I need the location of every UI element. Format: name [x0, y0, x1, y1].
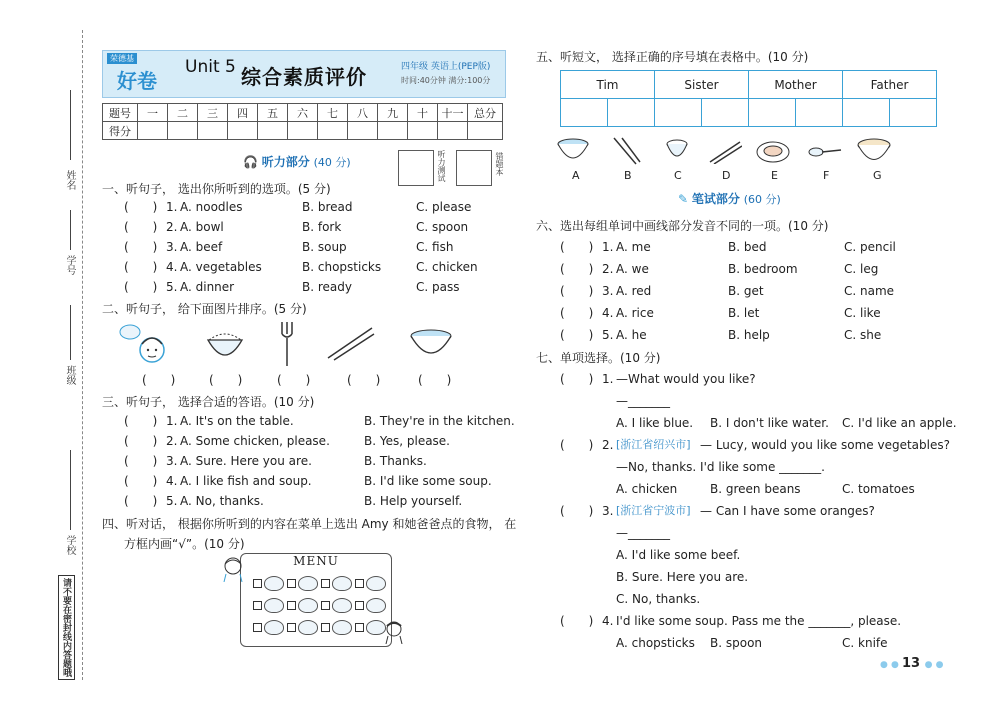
q1-option-b: B. ready: [302, 280, 352, 294]
answer-paren[interactable]: ( ): [560, 284, 594, 298]
menu-checkbox[interactable]: [355, 601, 364, 610]
score-table-score-row: [103, 122, 503, 140]
q2-answer-blank[interactable]: ( ): [209, 373, 243, 387]
score-cell[interactable]: [408, 122, 438, 140]
q1-option-c: C. chicken: [416, 260, 478, 274]
q5-answer-cell[interactable]: [561, 99, 608, 127]
score-cell[interactable]: [168, 122, 198, 140]
q6-option-a: A. me: [616, 240, 651, 254]
q5-picture-a-bowl: [556, 136, 590, 166]
q3-item-number: 2.: [166, 434, 178, 448]
answer-paren[interactable]: ( ): [560, 504, 594, 518]
score-header-cell: 六: [288, 104, 318, 122]
q7-1-response: —_______: [616, 394, 670, 408]
menu-checkbox[interactable]: [253, 623, 262, 632]
q6-item-number: 2.: [602, 262, 614, 276]
listening-part-title: 听力部分: [261, 155, 310, 169]
score-header-cell: 七: [318, 104, 348, 122]
class-line: [70, 305, 71, 360]
score-cell[interactable]: [468, 122, 503, 140]
writing-part-points: (60 分): [743, 193, 781, 206]
q7-title: 七、单项选择。(10 分): [536, 351, 661, 365]
menu-food-icon: [366, 598, 386, 613]
q6-option-b: B. bedroom: [728, 262, 798, 276]
q5-title: 五、听短文， 选择正确的序号填在表格中。(10 分): [536, 50, 809, 64]
q7-3-option-b: B. Sure. Here you are.: [616, 570, 749, 584]
q6-option-b: B. help: [728, 328, 770, 342]
q6-option-c: C. name: [844, 284, 895, 298]
q5-picture-label: G: [873, 169, 882, 182]
score-cell[interactable]: [198, 122, 228, 140]
grade-tag: 四年级 英语上(PEP版): [401, 62, 491, 72]
score-cell[interactable]: [348, 122, 378, 140]
answer-paren[interactable]: ( ): [560, 438, 594, 452]
logo: 好卷: [117, 69, 157, 93]
answer-paren[interactable]: ( ): [124, 494, 158, 508]
series-badge: 荣德基: [107, 53, 137, 64]
q1-option-c: C. please: [416, 200, 472, 214]
q3-option-a: A. Some chicken, please.: [180, 434, 330, 448]
score-cell[interactable]: [258, 122, 288, 140]
q6-option-b: B. get: [728, 284, 764, 298]
qr-label-mistakes: 错题本: [495, 152, 504, 176]
q3-option-b: B. I'd like some soup.: [364, 474, 492, 488]
q1-option-a: A. vegetables: [180, 260, 262, 274]
q5-header-cell: Tim: [561, 71, 655, 99]
q3-option-b: B. Thanks.: [364, 454, 427, 468]
q3-option-b: B. Yes, please.: [364, 434, 450, 448]
q5-answer-cell[interactable]: [843, 99, 890, 127]
q7-3-number: 3.: [602, 504, 614, 518]
q2-answer-blank[interactable]: ( ): [418, 373, 452, 387]
q7-2-option-c: C. tomatoes: [842, 482, 915, 496]
q7-3-option-a: A. I'd like some beef.: [616, 548, 741, 562]
q7-4-option-b: B. spoon: [710, 636, 763, 650]
q6-option-b: B. let: [728, 306, 760, 320]
q4-father: [384, 620, 404, 644]
q5-picture-d-chopsticks: [708, 138, 742, 164]
number-line: [70, 210, 71, 250]
q5-answer-cell[interactable]: [655, 99, 702, 127]
menu-checkbox[interactable]: [321, 579, 330, 588]
answer-paren[interactable]: ( ): [124, 200, 158, 214]
q7-4-number: 4.: [602, 614, 614, 628]
q7-4-option-c: C. knife: [842, 636, 888, 650]
q1-option-b: B. chopsticks: [302, 260, 382, 274]
score-header-cell: 八: [348, 104, 378, 122]
score-header-cell: 二: [168, 104, 198, 122]
answer-paren[interactable]: ( ): [560, 240, 594, 254]
score-cell[interactable]: [438, 122, 468, 140]
menu-food-icon: [332, 598, 352, 613]
q6-title: 六、选出每组单词中画线部分发音不同的一项。(10 分): [536, 219, 829, 233]
q7-3-question: — Can I have some oranges?: [700, 504, 875, 518]
q1-option-a: A. noodles: [180, 200, 243, 214]
q2-picture-boy-thinking: [118, 320, 174, 370]
q3-option-a: A. Sure. Here you are.: [180, 454, 312, 468]
q5-picture-label: D: [722, 169, 731, 182]
score-header-cell: 总分: [468, 104, 503, 122]
menu-checkbox[interactable]: [287, 623, 296, 632]
score-header-cell: 五: [258, 104, 288, 122]
q5-picture-f-spoon: [808, 142, 842, 162]
q6-option-a: A. red: [616, 284, 652, 298]
q6-option-a: A. we: [616, 262, 649, 276]
answer-paren[interactable]: ( ): [124, 474, 158, 488]
q6-option-a: A. rice: [616, 306, 654, 320]
menu-food-icon: [264, 576, 284, 591]
qr-label-listening: 听力测试: [437, 150, 446, 182]
q6-item-number: 4.: [602, 306, 614, 320]
q3-item-number: 3.: [166, 454, 178, 468]
q5-answer-cell[interactable]: [608, 99, 655, 127]
q1-item-number: 3.: [166, 240, 178, 254]
menu-checkbox[interactable]: [253, 579, 262, 588]
q5-table-header-row: [561, 71, 937, 99]
q1-item-number: 1.: [166, 200, 178, 214]
q2-answer-blank[interactable]: ( ): [347, 373, 381, 387]
q5-table-answer-row: [561, 99, 937, 127]
q7-1-question: —What would you like?: [616, 372, 756, 386]
seal-line: [82, 30, 83, 680]
q6-option-c: C. pencil: [844, 240, 896, 254]
q2-picture-rice-bowl: [205, 326, 245, 364]
q1-title: 一、听句子， 选出你所听到的选项。(5 分): [102, 182, 331, 196]
q7-2-number: 2.: [602, 438, 614, 452]
score-header-cell: 一: [138, 104, 168, 122]
answer-paren[interactable]: ( ): [560, 328, 594, 342]
writing-part-title: 笔试部分: [691, 192, 740, 206]
q1-option-c: C. pass: [416, 280, 460, 294]
q5-picture-label: F: [823, 169, 830, 182]
q5-answer-cell[interactable]: [796, 99, 843, 127]
q1-option-b: B. bread: [302, 200, 353, 214]
writing-part-heading: [678, 190, 781, 208]
dots-left-icon: ● ●: [880, 660, 902, 670]
score-header-cell: 四: [228, 104, 258, 122]
answer-paren[interactable]: ( ): [124, 414, 158, 428]
menu-checkbox[interactable]: [355, 623, 364, 632]
school-label: 学校: [64, 535, 75, 555]
answer-paren[interactable]: ( ): [124, 220, 158, 234]
q5-header-cell: Mother: [749, 71, 843, 99]
menu-food-icon: [298, 576, 318, 591]
q6-item-number: 1.: [602, 240, 614, 254]
q4-menu: [240, 553, 392, 647]
menu-food-icon: [332, 576, 352, 591]
q1-item-number: 2.: [166, 220, 178, 234]
q1-option-c: C. spoon: [416, 220, 469, 234]
q3-title: 三、听句子， 选择合适的答语。(10 分): [102, 395, 315, 409]
q5-picture-g-noodles: [856, 136, 892, 166]
sealing-line-strip: [58, 30, 88, 680]
q2-answer-blank[interactable]: ( ): [277, 373, 311, 387]
q5-picture-label: C: [674, 169, 682, 182]
q2-picture-chopsticks: [326, 326, 376, 362]
q1-option-b: B. fork: [302, 220, 342, 234]
q1-option-c: C. fish: [416, 240, 454, 254]
menu-food-icon: [264, 598, 284, 613]
q3-option-a: A. No, thanks.: [180, 494, 264, 508]
score-header-cell: 十一: [438, 104, 468, 122]
number-label: 学号: [64, 255, 75, 275]
answer-paren[interactable]: ( ): [560, 262, 594, 276]
q1-item-number: 5.: [166, 280, 178, 294]
q5-picture-c-cup: [664, 138, 690, 164]
q2-pictures: [110, 320, 470, 370]
q5-answer-cell[interactable]: [890, 99, 937, 127]
q7-3-response: —_______: [616, 526, 670, 540]
q5-picture-e-plate: [756, 138, 790, 164]
score-cell[interactable]: [228, 122, 258, 140]
menu-food-icon: [332, 620, 352, 635]
name-line: [70, 90, 71, 160]
q2-picture-soup-bowl: [408, 326, 454, 362]
qr-code-mistakes[interactable]: [456, 150, 492, 186]
q7-2-question: — Lucy, would you like some vegetables?: [700, 438, 950, 452]
q5-answer-cell[interactable]: [749, 99, 796, 127]
score-header-cell: 三: [198, 104, 228, 122]
q7-3-option-c: C. No, thanks.: [616, 592, 701, 606]
name-label: 姓名: [64, 170, 75, 190]
score-cell[interactable]: [138, 122, 168, 140]
headphone-icon: 🎧: [243, 155, 258, 169]
menu-food-icon: [264, 620, 284, 635]
answer-paren[interactable]: ( ): [560, 372, 594, 386]
q3-option-b: B. They're in the kitchen.: [364, 414, 515, 428]
q3-option-a: A. I like fish and soup.: [180, 474, 312, 488]
q4-title-line1: 四、听对话， 根据你所听到的内容在菜单上选出 Amy 和她爸爸点的食物， 在: [102, 517, 517, 531]
q5-picture-label: E: [771, 169, 778, 182]
dots-right-icon: ● ●: [924, 660, 944, 670]
menu-title: MENU: [293, 554, 339, 568]
q7-1-option-a: A. I like blue.: [616, 416, 694, 430]
answer-paren[interactable]: ( ): [124, 260, 158, 274]
q3-option-a: A. It's on the table.: [180, 414, 294, 428]
q2-picture-fork: [278, 320, 296, 368]
answer-paren[interactable]: ( ): [124, 434, 158, 448]
q5-header-cell: Father: [843, 71, 937, 99]
q4-girl-amy: [222, 556, 244, 582]
score-cell[interactable]: [288, 122, 318, 140]
menu-food-icon: [366, 576, 386, 591]
score-cell[interactable]: [318, 122, 348, 140]
q6-option-c: C. leg: [844, 262, 879, 276]
listening-part-points: (40 分): [313, 156, 351, 169]
q2-answer-blank[interactable]: ( ): [142, 373, 176, 387]
q7-1-option-b: B. I don't like water.: [710, 416, 829, 430]
menu-food-icon: [366, 620, 386, 635]
menu-food-icon: [298, 598, 318, 613]
q3-option-b: B. Help yourself.: [364, 494, 463, 508]
q7-2-option-b: B. green beans: [710, 482, 801, 496]
menu-checkbox[interactable]: [287, 579, 296, 588]
q7-1-option-c: C. I'd like an apple.: [842, 416, 957, 430]
q5-header-cell: Sister: [655, 71, 749, 99]
menu-checkbox[interactable]: [287, 601, 296, 610]
school-line: [70, 450, 71, 530]
q7-4-option-a: A. chopsticks: [616, 636, 695, 650]
menu-checkbox[interactable]: [355, 579, 364, 588]
answer-paren[interactable]: ( ): [560, 614, 594, 628]
q7-2-source-tag: [浙江省绍兴市]: [616, 438, 691, 451]
q3-item-number: 4.: [166, 474, 178, 488]
q3-item-number: 5.: [166, 494, 178, 508]
q1-option-b: B. soup: [302, 240, 347, 254]
q3-item-number: 1.: [166, 414, 178, 428]
score-table: [102, 103, 503, 140]
menu-checkbox[interactable]: [253, 601, 262, 610]
q4-title-line2: 方框内画“√”。(10 分): [124, 537, 245, 551]
menu-checkbox[interactable]: [321, 623, 330, 632]
q5-picture-label: A: [572, 169, 580, 182]
score-cell[interactable]: [378, 122, 408, 140]
answer-paren[interactable]: ( ): [124, 280, 158, 294]
q6-item-number: 5.: [602, 328, 614, 342]
q6-item-number: 3.: [602, 284, 614, 298]
q1-option-a: A. dinner: [180, 280, 235, 294]
header-banner: [102, 50, 506, 98]
answer-paren[interactable]: ( ): [560, 306, 594, 320]
answer-paren[interactable]: ( ): [124, 240, 158, 254]
menu-food-icon: [298, 620, 318, 635]
q7-2-option-a: A. chicken: [616, 482, 678, 496]
score-header-cell: 题号: [103, 104, 138, 122]
q2-title: 二、听句子， 给下面图片排序。(5 分): [102, 302, 307, 316]
q7-3-source-tag: [浙江省宁波市]: [616, 504, 691, 517]
qr-code-listening[interactable]: [398, 150, 434, 186]
q7-1-number: 1.: [602, 372, 614, 386]
answer-paren[interactable]: ( ): [124, 454, 158, 468]
score-cell[interactable]: 得分: [103, 122, 138, 140]
q1-option-a: A. bowl: [180, 220, 224, 234]
q7-2-response: —No, thanks. I'd like some _______.: [616, 460, 825, 474]
q6-option-c: C. she: [844, 328, 882, 342]
page-number: [880, 656, 943, 671]
q6-option-b: B. bed: [728, 240, 767, 254]
listening-part-heading: [243, 153, 351, 171]
q1-item-number: 4.: [166, 260, 178, 274]
q5-picture-label: B: [624, 169, 632, 182]
exam-title: 综合素质评价: [241, 65, 367, 89]
q5-answer-cell[interactable]: [702, 99, 749, 127]
score-table-header-row: [103, 104, 503, 122]
q6-option-c: C. like: [844, 306, 881, 320]
score-header-cell: 十: [408, 104, 438, 122]
class-label: 班级: [64, 365, 75, 385]
q5-answer-table: [560, 70, 937, 127]
page-number-value: 13: [901, 656, 921, 671]
menu-checkbox[interactable]: [321, 601, 330, 610]
unit-label: Unit 5: [185, 57, 236, 77]
q1-option-a: A. beef: [180, 240, 223, 254]
seal-notice: 请不要在密封线内答题哦: [58, 575, 75, 680]
pencil-icon: ✎: [678, 192, 689, 206]
q6-option-a: A. he: [616, 328, 647, 342]
q5-picture-b-chopsticks: [610, 136, 644, 166]
q7-4-question: I'd like some soup. Pass me the _______, please.: [616, 614, 902, 628]
time-tag: 时间:40分钟 满分:100分: [401, 76, 491, 85]
score-header-cell: 九: [378, 104, 408, 122]
